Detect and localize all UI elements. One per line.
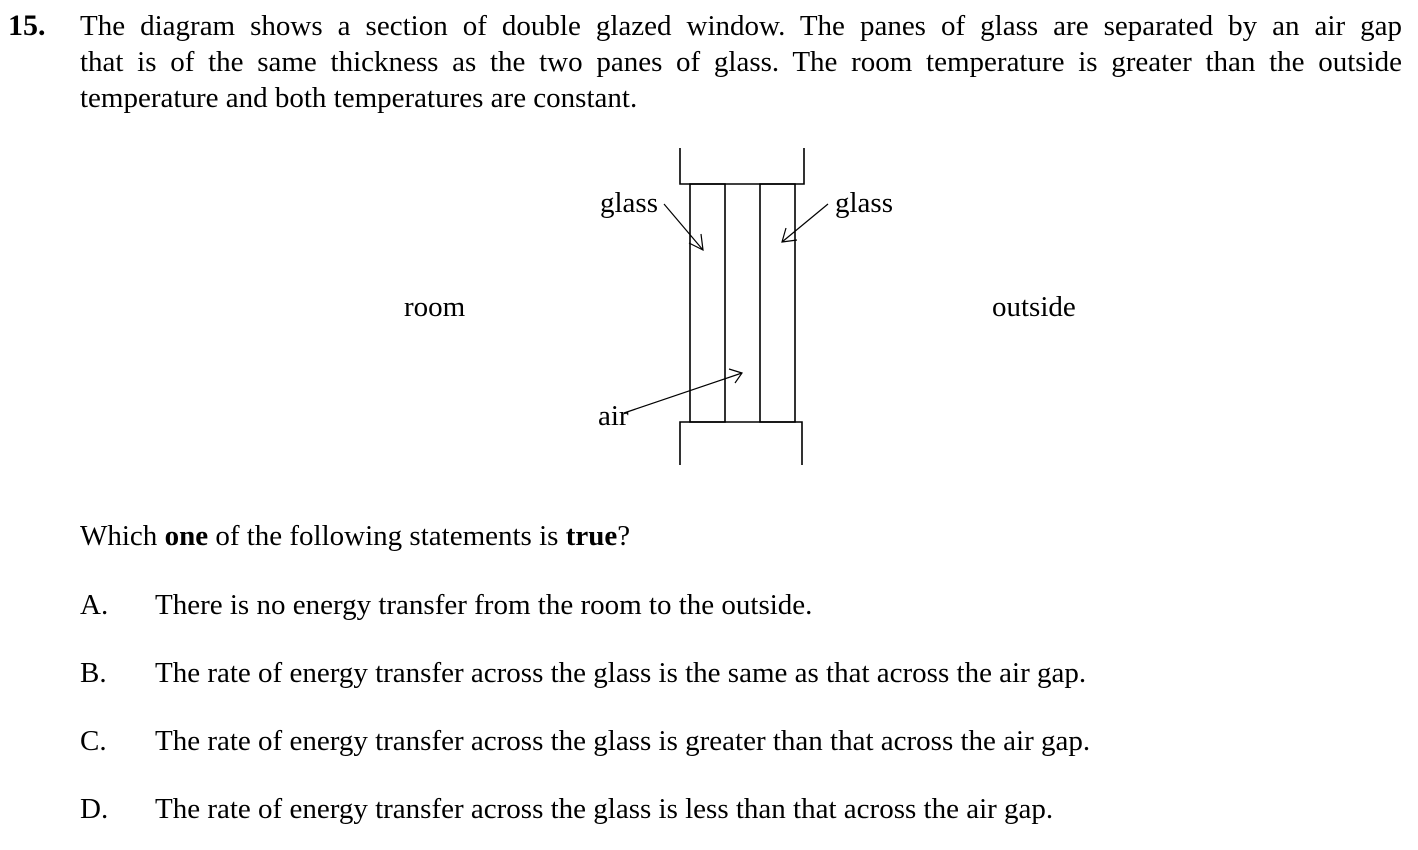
option-letter: C.: [80, 725, 107, 757]
option-text: The rate of energy transfer across the glass is less than that across the air gap.: [155, 793, 1054, 825]
label-glass-left: glass: [600, 187, 658, 219]
window-frame-top: [680, 148, 804, 184]
stem-line-3: temperature and both temperatures are constant.: [80, 82, 638, 114]
prompt-mid: of the following statements is: [208, 520, 566, 552]
glass-pane-right: [760, 184, 795, 422]
prompt-bold-one: one: [164, 520, 209, 552]
option-letter: B.: [80, 657, 107, 689]
glass-pane-left: [690, 184, 725, 422]
window-frame-bottom: [680, 422, 802, 465]
question-prompt: [80, 518, 630, 554]
stem-line-2: that is of the same thickness as the two panes of glass. The room temperature is greater than the outside: [80, 46, 1402, 78]
arrow-glass-left: [664, 204, 703, 250]
option-text: The rate of energy transfer across the glass is the same as that across the air gap.: [155, 657, 1087, 689]
option-letter: A.: [80, 589, 109, 621]
prompt-post: ?: [617, 520, 631, 552]
label-glass-right: glass: [835, 187, 893, 219]
option-text: There is no energy transfer from the room to the outside.: [155, 589, 813, 621]
option-text: The rate of energy transfer across the glass is greater than that across the air gap.: [155, 725, 1091, 757]
prompt-bold-true: true: [565, 520, 618, 552]
arrow-glass-right: [782, 204, 828, 242]
arrowhead-air: [729, 369, 742, 383]
label-outside: outside: [992, 291, 1076, 323]
option-letter: D.: [80, 793, 109, 825]
question-number: 15.: [8, 9, 46, 42]
prompt-pre: Which: [80, 520, 165, 552]
label-air: air: [598, 400, 629, 432]
stem-line-1: The diagram shows a section of double glazed window. The panes of glass are separated by an air gap: [80, 10, 1402, 42]
label-room: room: [404, 291, 466, 323]
